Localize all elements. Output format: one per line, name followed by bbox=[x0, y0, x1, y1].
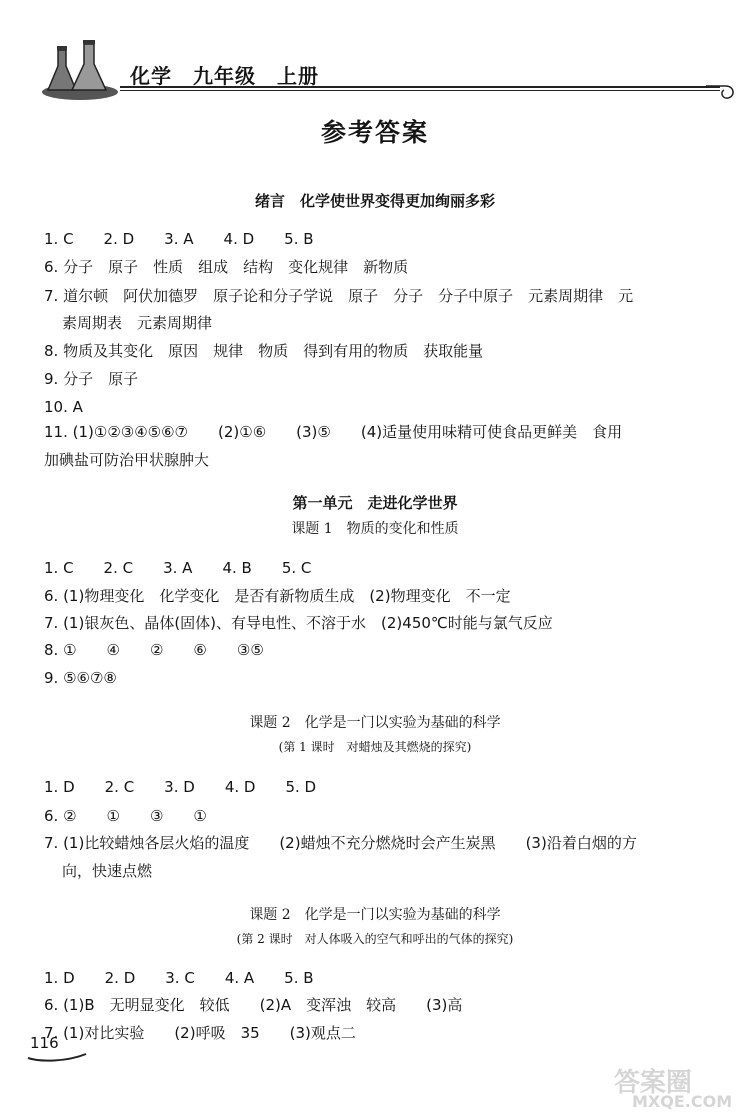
topic-subtitle: (第 2 课时 对人体吸入的空气和呼出的气体的探究) bbox=[236, 932, 514, 946]
topic-title: 课题 2 化学是一门以实验为基础的科学 bbox=[249, 715, 501, 731]
answer-line: 11. (1)①②③④⑤⑥⑦ (2)①⑥ (3)⑤ (4)适量使用味精可使食品更鲜美 食用 bbox=[44, 423, 623, 441]
topic-title: 课题 2 化学是一门以实验为基础的科学 bbox=[249, 907, 501, 923]
topic-title: 课题 1 物质的变化和性质 bbox=[291, 521, 459, 537]
unit-title: 第一单元 走进化学世界 bbox=[292, 494, 458, 512]
watermark-logo bbox=[606, 1062, 746, 1114]
answer-line: 9. ⑤⑥⑦⑧ bbox=[44, 669, 117, 687]
header-rule bbox=[120, 86, 720, 91]
watermark-url: MXQE.COM bbox=[632, 1092, 733, 1111]
curl-ornament-icon bbox=[704, 72, 740, 108]
answer-line: 6. 分子 原子 性质 组成 结构 变化规律 新物质 bbox=[44, 258, 409, 276]
topic-subtitle: (第 1 课时 对蜡烛及其燃烧的探究) bbox=[278, 740, 472, 754]
answer-line: 7. 道尔顿 阿伏加德罗 原子论和分子学说 原子 分子 分子中原子 元素周期律 元 bbox=[44, 287, 634, 305]
answer-line: 1. C 2. D 3. A 4. D 5. B bbox=[44, 230, 314, 248]
page-header bbox=[40, 40, 740, 110]
answer-line: 8. 物质及其变化 原因 规律 物质 得到有用的物质 获取能量 bbox=[44, 342, 484, 360]
answer-line: 加碘盐可防治甲状腺肿大 bbox=[44, 451, 210, 469]
flask-logo-icon bbox=[40, 40, 130, 102]
page-title: 参考答案 bbox=[320, 118, 429, 147]
watermark-text: 答案圈 bbox=[614, 1068, 693, 1098]
answer-line: 6. ② ① ③ ① bbox=[44, 807, 207, 825]
page-number: 116 bbox=[30, 1034, 59, 1052]
answer-line: 7. (1)银灰色、晶体(固体)、有导电性、不溶于水 (2)450℃时能与氯气反应 bbox=[44, 614, 553, 632]
answer-line: 7. (1)比较蜡烛各层火焰的温度 (2)蜡烛不充分燃烧时会产生炭黑 (3)沿着白烟的方 bbox=[44, 834, 637, 852]
answer-line: 10. A bbox=[44, 398, 83, 416]
answer-line: 6. (1)B 无明显变化 较低 (2)A 变浑浊 较高 (3)高 bbox=[44, 996, 463, 1014]
answer-line: 7. (1)对比实验 (2)呼吸 35 (3)观点二 bbox=[44, 1024, 356, 1042]
answer-line: 素周期表 元素周期律 bbox=[62, 314, 213, 332]
answer-line: 1. D 2. D 3. C 4. A 5. B bbox=[44, 969, 314, 987]
answer-line: 9. 分子 原子 bbox=[44, 370, 139, 388]
section-title-intro: 绪言 化学使世界变得更加绚丽多彩 bbox=[254, 192, 495, 210]
answer-line: 6. (1)物理变化 化学变化 是否有新物质生成 (2)物理变化 不一定 bbox=[44, 587, 511, 605]
answer-line: 1. C 2. C 3. A 4. B 5. C bbox=[44, 559, 312, 577]
answer-line: 向，快速点燃 bbox=[62, 862, 153, 880]
header-title: 化学 九年级 上册 bbox=[130, 64, 319, 88]
answer-line: 1. D 2. C 3. D 4. D 5. D bbox=[44, 778, 317, 796]
page-number-badge bbox=[26, 1026, 90, 1062]
answer-line: 8. ① ④ ② ⑥ ③⑤ bbox=[44, 641, 264, 659]
